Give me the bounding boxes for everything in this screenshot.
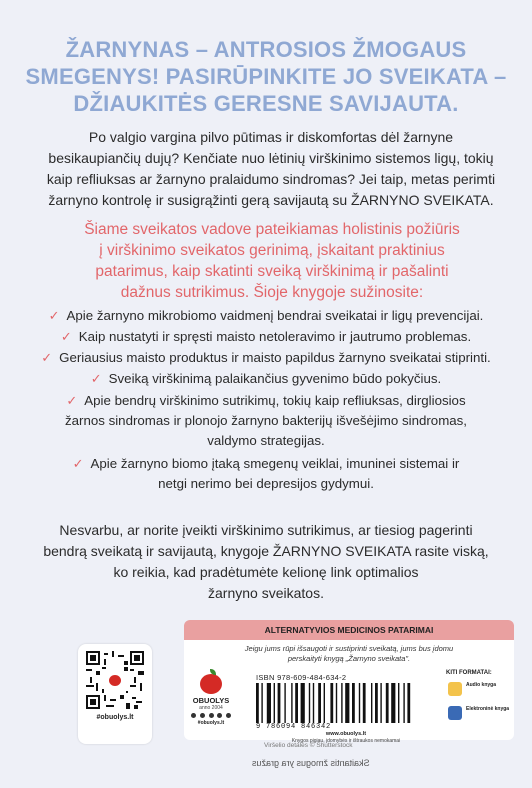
qr-caption: #obuolys.lt (96, 714, 134, 721)
list-item (0, 454, 532, 474)
intro-line: Po valgio vargina pilvo pūtimas ir diskomfortas dėl žarnyne (88, 129, 454, 145)
panel-note-line: Jeigu jums rūpi išsaugoti ir sustiprinti sveikatą, jums bus įdomu (244, 644, 454, 653)
lead-line: į virškinimo sveikatos gerinimą, įskaitant praktinius (99, 242, 445, 259)
instagram-icon[interactable] (200, 713, 205, 718)
list-item-text: Apie bendrų virškinimo sutrikimų, tokių kaip refliuksas, dirgliosios (84, 393, 466, 408)
list-item (0, 327, 532, 347)
list-item (0, 391, 532, 411)
list-item-text: Kaip nustatyti ir spręsti maisto netoleravimo ir jautrumo problemas. (78, 329, 472, 344)
lead-line: dažnus sutrikimus. Šioje knygoje sužinosite: (120, 284, 424, 301)
check-icon: ✓ (66, 393, 78, 408)
publisher-since: anno 2004 (199, 705, 223, 711)
list-item-text: Apie žarnyno mikrobiomo vaidmenį bendrai sveikatai ir ligų prevencijai. (66, 308, 484, 323)
panel-note (224, 644, 474, 664)
format-audio-label: Audio knyga (466, 682, 497, 688)
formats-title: KITI FORMATAI: (446, 670, 492, 676)
publisher-handle[interactable]: #obuolys.lt (197, 720, 225, 726)
list-item-continued (0, 431, 532, 451)
list-item (0, 369, 532, 389)
publisher-logo-icon (200, 674, 222, 694)
intro-line: besikaupiančių dujų? Kenčiate nuo lėtinių virškinimo sistemos ligų, tokių (48, 150, 494, 166)
headline-line: ŽARNYNAS – ANTROSIOS ŽMOGAUS (65, 37, 467, 62)
youtube-icon[interactable] (209, 713, 214, 718)
publisher-name: OBUOLYS (192, 696, 230, 705)
barcode-icon (256, 683, 436, 723)
pinterest-icon[interactable] (226, 713, 231, 718)
lead-line: patarimus, kaip skatinti sveiką virškinimą ir pašalinti (95, 263, 449, 280)
headline (20, 36, 512, 117)
list-item-text: netgi nerimo bei depresijos gydymui. (158, 476, 374, 491)
headline-line: SMEGENYS! PASIRŪPINKITE JO SVEIKATA – (25, 64, 507, 89)
closing-line: žarnyno sveikatos. (208, 585, 324, 601)
closing-line: bendrą sveikatą ir savijautą, knygoje ŽARNYNO SVEIKATA rasite viską, (43, 543, 489, 559)
lead-line: Šiame sveikatos vadove pateikiamas holistinis požiūris (84, 221, 460, 238)
image-credit: Viršelio detalės © Shutterstock (264, 742, 353, 749)
list-item-continued (0, 474, 532, 494)
lead-paragraph (22, 219, 522, 303)
publisher-promo: Knygos pigiau, įdomybės ir ištraukos nemokamai (291, 738, 401, 744)
mirrored-tagline: Skaitantis žmogus yra gražus (252, 758, 370, 768)
check-icon: ✓ (90, 371, 102, 386)
headline-line: DŽIAUKITĖS GERESNE SAVIJAUTA. (73, 91, 459, 116)
list-item-text: Apie žarnyno biomo įtaką smegenų veiklai, imuninei sistemai ir (90, 456, 460, 471)
facebook-icon[interactable] (191, 713, 196, 718)
intro-paragraph (26, 127, 516, 211)
publisher-panel (184, 640, 514, 744)
closing-paragraph (30, 520, 502, 604)
publisher-website[interactable]: www.obuolys.lt (325, 731, 367, 737)
list-item-text: valdymo strategijas. (207, 433, 325, 448)
check-icon: ✓ (72, 456, 84, 471)
audiobook-icon (448, 682, 462, 696)
check-icon: ✓ (48, 308, 60, 323)
list-item-text: Sveiką virškinimą palaikančius gyvenimo būdo pokyčius. (108, 371, 442, 386)
panel-note-line: perskaityti knygą „Žarnyno sveikata". (287, 654, 411, 663)
tiktok-icon[interactable] (217, 713, 222, 718)
closing-line: ko reikia, kad pradėtumėte kelionę link optimalios (113, 564, 419, 580)
list-item-continued (0, 411, 532, 431)
apple-icon (109, 675, 121, 686)
social-icons (191, 713, 231, 719)
qr-logo-overlay (106, 671, 124, 689)
format-ebook-label: Elektroninė knyga (466, 706, 510, 712)
check-icon: ✓ (60, 329, 72, 344)
intro-line: kaip refliuksas ar žarnyno pralaidumo sindromas? Jei taip, metas perimti (46, 171, 496, 187)
list-item-text: Geriausius maisto produktus ir maisto papildus žarnyno sveikatai stiprinti. (59, 350, 491, 365)
intro-line: žarnyno kontrolę ir susigrąžinti gerą savijautą su ŽARNYNO SVEIKATA. (48, 192, 494, 208)
list-item-text: žarnos sindromas ir plonojo žarnyno bakterijų išvešėjimo sindromas, (64, 413, 468, 428)
list-item (0, 306, 532, 326)
barcode-digits: 9 786094 846342 (256, 723, 332, 731)
qr-card[interactable] (78, 644, 152, 744)
isbn-text: ISBN 978-609-484-634-2 (256, 673, 347, 682)
check-icon: ✓ (41, 350, 53, 365)
closing-line: Nesvarbu, ar norite įveikti virškinimo sutrikimus, ar tiesiog pagerinti (59, 522, 473, 538)
list-item (0, 348, 532, 368)
ebook-icon (448, 706, 462, 720)
series-banner: ALTERNATYVIOS MEDICINOS PATARIMAI (184, 620, 514, 640)
